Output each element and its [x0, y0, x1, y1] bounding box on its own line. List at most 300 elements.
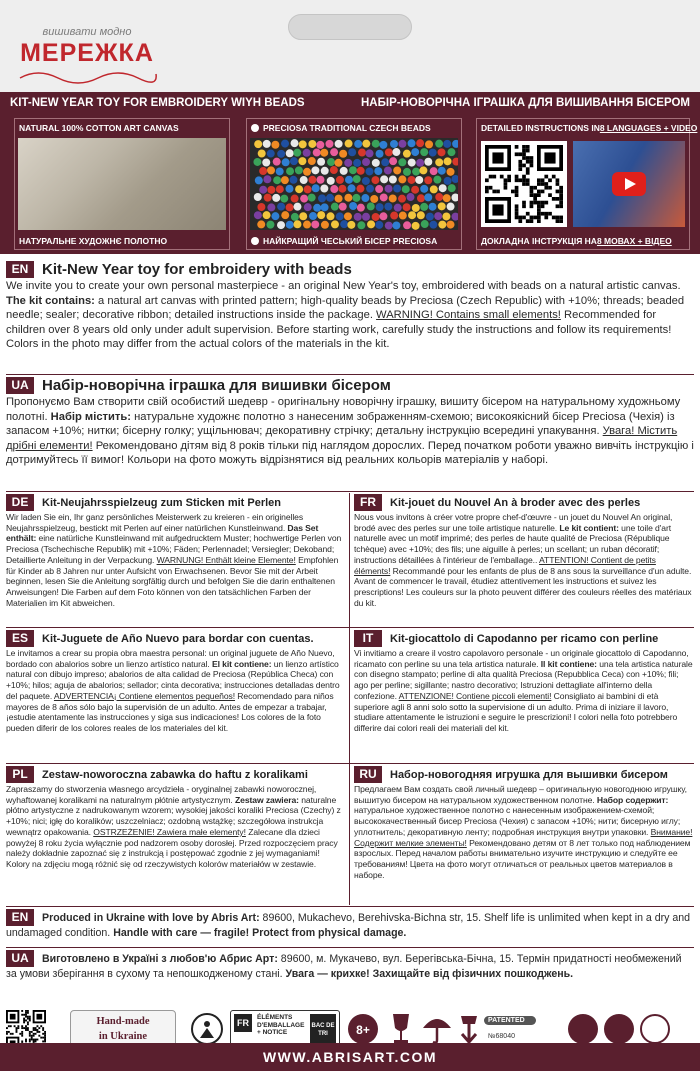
bead [403, 168, 411, 176]
bead [331, 203, 339, 211]
bead [280, 195, 288, 203]
bead [312, 184, 320, 192]
bead [398, 195, 406, 203]
bead [417, 211, 425, 219]
bead [286, 203, 294, 211]
bead [320, 185, 328, 193]
bead [277, 150, 285, 158]
bead [439, 184, 447, 192]
bead [393, 185, 401, 193]
bead [273, 158, 281, 166]
footer-ua: UA Виготовлено в Україні з любов'ю Абрис Арт: 89600, м. Мукачево, вул. Берегівська-Бічна, 15. Термін придатності необмежений за умови зберігання в сухому та непошкодженому стані. Увага — крихке! Захищайте від фізичних пошкоджень. [6, 951, 682, 980]
bead [408, 211, 416, 219]
bead [349, 166, 357, 174]
bead [321, 221, 329, 229]
bead [334, 159, 342, 167]
bead [340, 220, 348, 228]
bead [304, 185, 312, 193]
lang-code-fr: FR [354, 494, 382, 511]
section-ua-title: Набір-новорічна іграшка для вишивки бісером [42, 377, 391, 394]
bead [298, 157, 306, 165]
hang-hole [288, 14, 412, 40]
bead [411, 186, 419, 194]
bead [255, 176, 263, 184]
hanger-strip [0, 0, 700, 92]
bead [357, 221, 365, 229]
bead [347, 221, 355, 229]
bead [303, 168, 311, 176]
bead [348, 148, 356, 156]
bead [320, 149, 328, 157]
section-en-title: Kit-New Year toy for embroidery with beads [42, 261, 352, 278]
video-thumbnail[interactable] [573, 141, 685, 227]
bead [352, 194, 360, 202]
divider [6, 763, 694, 764]
bead [327, 158, 335, 166]
bead [412, 222, 420, 230]
bead [372, 159, 380, 167]
bead [254, 140, 262, 148]
bead [326, 194, 334, 202]
qr-code-icon[interactable] [481, 141, 567, 227]
bead [281, 211, 289, 219]
website-band [0, 1043, 700, 1071]
bead [318, 194, 326, 202]
bead [424, 193, 432, 201]
bead [267, 203, 275, 211]
bead [356, 185, 364, 193]
bead [424, 158, 432, 166]
bead [376, 150, 384, 158]
bead [433, 176, 441, 184]
bead [429, 203, 437, 211]
bead [402, 185, 410, 193]
bead [300, 176, 308, 184]
feature-beads [246, 118, 462, 250]
bead [381, 158, 389, 166]
bead [398, 175, 406, 183]
bead [385, 222, 393, 230]
certification-icon [604, 1014, 634, 1044]
bead [390, 212, 398, 220]
feature-instructions-caption-ua: ДОКЛАДНА ІНСТРУКЦІЯ НА 8 МОВАХ + ВІДЕО [477, 232, 689, 249]
bead [263, 175, 271, 183]
section-pl-title: Zestaw-noworoczna zabawka do haftu z koralikami [42, 768, 308, 781]
bead [286, 221, 294, 229]
section-de-body: Wir laden Sie ein, Ihr ganz persönliches Meisterwerk zu kreieren - ein originelles Neujahrsspielzeug, bestickt mit Perlen auf einer natürlichen Kunstleinwand. Das Set enthält: eine natürliche Kunstleinwand mit aufgedrucktem Muster; hochwertige Perlen von Preciosa (Tschechische Republik) mit +10%; Fäden; Perlennadel; Versiegler; Dekoband; Detaillierte Anleitung in der Verpackung. WARNUNG! Enthält kleine Elemente! Empfohlen für Kinder ab 8 Jahren nur unter Aufsicht von Erwachsenen. Bevor Sie mit der Arbeit beginnen, lesen Sie die Anleitung sorgfältig durch und befolgen Sie die darin enthaltenen Anweisungen! Die Farben auf dem Foto können von den tatsächlichen Farben der Materialien im Kit abweichen. [6, 512, 342, 608]
patent-badge: PATENTED №68040 [484, 1016, 554, 1046]
section-fr-title: Kit-jouet du Nouvel An à broder avec des perles [390, 496, 641, 509]
bead [379, 212, 387, 220]
handle-with-care-icon [456, 1012, 482, 1046]
bead [447, 148, 455, 156]
section-it [354, 629, 694, 761]
bead [444, 177, 452, 185]
preciosa-icon [251, 237, 259, 245]
bead [415, 176, 423, 184]
section-ru [354, 765, 694, 905]
bead [339, 203, 347, 211]
bead [429, 149, 437, 157]
svg-text:8+: 8+ [356, 1023, 370, 1037]
section-it-title: Kit-giocattolo di Capodanno per ricamo con perline [390, 632, 659, 645]
bead [412, 168, 420, 176]
bead [338, 185, 346, 193]
bead [336, 212, 344, 220]
bead [367, 220, 375, 228]
bead [366, 149, 374, 157]
divider [6, 627, 694, 628]
bead [321, 167, 329, 175]
bead [335, 195, 343, 203]
section-pl [6, 765, 344, 905]
bead [411, 148, 419, 156]
bead [257, 220, 265, 228]
bead [394, 204, 402, 212]
bead [403, 221, 411, 229]
bead [267, 166, 275, 174]
triman-recycling-icon: FR ÉLÉMENTS D'EMBALLAGE + NOTICE BAC DE TRI [230, 1010, 340, 1048]
bead [447, 203, 455, 211]
bead [345, 176, 353, 184]
bead [361, 194, 369, 202]
no-children-under-3-icon [346, 1012, 380, 1046]
bead [282, 158, 290, 166]
bead [438, 202, 446, 210]
bead [330, 166, 338, 174]
bead [390, 140, 398, 148]
feature-beads-caption-en: PRECIOSA TRADITIONAL CZECH BEADS [247, 119, 461, 136]
bead [362, 213, 370, 221]
bead [392, 148, 400, 156]
bead [330, 185, 338, 193]
bead [290, 157, 298, 165]
video-play-icon[interactable] [612, 172, 646, 196]
bead [344, 212, 352, 220]
bead [313, 149, 321, 157]
bead [379, 141, 387, 149]
bead [452, 158, 458, 166]
fragile-glass-icon [386, 1012, 416, 1046]
bead [326, 212, 334, 220]
bead [353, 175, 361, 183]
divider [6, 374, 694, 375]
feature-beads-caption-ua: НАЙКРАЩИЙ ЧЕСЬКИЙ БІСЕР PRECIOSA [247, 232, 461, 249]
bead [375, 185, 383, 193]
bead [293, 149, 301, 157]
bead [417, 194, 425, 202]
bead [452, 140, 458, 148]
lang-code-es: ES [6, 630, 34, 647]
bead [344, 159, 352, 167]
section-fr [354, 493, 694, 625]
bead [327, 177, 335, 185]
title-en: KIT-NEW YEAR TOY FOR EMBROIDERY WIYH BEADS [10, 97, 305, 109]
lang-code-en: EN [6, 909, 34, 926]
bead [293, 203, 301, 211]
bead [321, 203, 329, 211]
bead [295, 185, 303, 193]
bead [258, 149, 266, 157]
bead [416, 139, 424, 147]
bead [358, 149, 366, 157]
bead [429, 221, 437, 229]
bead [259, 167, 267, 175]
section-de [6, 493, 344, 625]
bead [344, 194, 352, 202]
bead [444, 157, 452, 165]
bead [264, 194, 272, 202]
bead [267, 150, 275, 158]
bead [273, 176, 281, 184]
bead [311, 220, 319, 228]
bead [313, 204, 321, 212]
lang-code-ru: RU [354, 766, 382, 783]
bead [385, 185, 393, 193]
beads-pattern [250, 138, 458, 230]
bead [354, 140, 362, 148]
bead [451, 213, 458, 221]
section-ua [6, 376, 694, 490]
bead [303, 149, 311, 157]
bead [304, 203, 312, 211]
bead [259, 186, 267, 194]
bead [362, 177, 370, 185]
bead [438, 221, 446, 229]
bead [262, 159, 270, 167]
hazard-small-parts-icon [190, 1012, 224, 1046]
bead [336, 176, 344, 184]
bead [291, 213, 299, 221]
bead [367, 202, 375, 210]
bead [426, 213, 434, 221]
bead [389, 175, 397, 183]
bead [299, 212, 307, 220]
lang-code-ua: UA [6, 377, 34, 394]
bead [271, 141, 279, 149]
column-divider [349, 493, 350, 905]
section-es-title: Kit-Juguete de Año Nuevo para bordar con cuentas. [42, 632, 314, 645]
bead [435, 158, 443, 166]
brand-logo [10, 22, 164, 92]
preciosa-icon [251, 124, 259, 132]
bead [330, 148, 338, 156]
bead [266, 221, 274, 229]
bead [380, 175, 388, 183]
bead [399, 212, 407, 220]
bead [380, 193, 388, 201]
bead [366, 185, 374, 193]
bead [253, 158, 261, 166]
bead [254, 211, 262, 219]
footer-en-lead: Produced in Ukraine with love by Abris Art: [42, 912, 260, 924]
divider [6, 906, 694, 907]
bead [371, 176, 379, 184]
bead [424, 176, 432, 184]
bead [434, 212, 442, 220]
bead [451, 194, 458, 202]
bead [281, 176, 289, 184]
bead [300, 195, 308, 203]
bead [447, 168, 455, 176]
bead [353, 159, 361, 167]
bead [295, 166, 303, 174]
bead [299, 140, 307, 148]
feature-canvas-caption-ua: НАТУРАЛЬНЕ ХУДОЖНЄ ПОЛОТНО [15, 232, 229, 249]
bead [257, 203, 265, 211]
bead [357, 167, 365, 175]
bead [276, 185, 284, 193]
bead [309, 212, 317, 220]
bead [308, 157, 316, 165]
bead [276, 167, 284, 175]
feature-band [0, 114, 700, 254]
bead [316, 141, 324, 149]
bead [308, 176, 316, 184]
bead [263, 140, 271, 148]
bead [349, 202, 357, 210]
bead [317, 176, 325, 184]
bead [277, 203, 285, 211]
bead [317, 211, 325, 219]
bead [357, 204, 365, 212]
brand-name: МЕРЕЖКА [20, 39, 154, 67]
bead [293, 220, 301, 228]
bead [308, 140, 316, 148]
section-en [6, 260, 694, 374]
bead [317, 158, 325, 166]
bead [438, 167, 446, 175]
feature-instructions-caption-en: DETAILED INSTRUCTIONS IN 8 LANGUAGES + VIDEO [477, 119, 689, 136]
qr-code [485, 145, 563, 223]
certification-icon [640, 1014, 670, 1044]
bead [447, 221, 455, 229]
bead [325, 140, 333, 148]
bead [272, 194, 280, 202]
bead [389, 194, 397, 202]
footer-ua-lead: Виготовлено в Україні з любов'ю Абрис Арт: [42, 953, 278, 965]
bead [335, 140, 343, 148]
bead [362, 140, 370, 148]
title-ua: НАБІР-НОВОРІЧНА ІГРАШКА ДЛЯ ВИШИВАННЯ БІСЕРОМ [361, 97, 690, 109]
bead [354, 213, 362, 221]
bead [286, 167, 294, 175]
handmade-badge: Hand-made in Ukraine [70, 1010, 176, 1048]
bead [362, 158, 370, 166]
bead [430, 185, 438, 193]
bead [286, 149, 294, 157]
bead [271, 212, 279, 220]
bead [443, 194, 451, 202]
brand-tagline: вишивати модно [42, 26, 132, 38]
bead [437, 148, 445, 156]
section-fr-body: Nous vous invitons à créer votre propre chef-d'œuvre - un jouet du Nouvel An original, brodé avec des perles sur une toile artistique naturelle. Le kit contient: une toile d'art naturelle avec un motif imprimé; des perles de haute qualité de Preciosa (République tchèque) avec +10%; des fils; une aiguille à perles; un scellant; un ruban décoratif; instructions détaillées à l'intérieur de l'emballage.. ATTENTION! Contient de petits éléments! Recommandé pour les enfants de plus de 8 ans sous la surveillance d'un adulte. Avant de commencer le travail, étudiez attentivement les instructions et suivez les prescriptions! Les couleurs sur la photo peuvent différer des couleurs réelles des matériaux du kit. [354, 512, 692, 608]
bead [385, 148, 393, 156]
bead [393, 166, 401, 174]
bead [375, 221, 383, 229]
bead [421, 220, 429, 228]
bead [374, 167, 382, 175]
bead [291, 195, 299, 203]
bead [308, 194, 316, 202]
bead [412, 204, 420, 212]
bead [384, 166, 392, 174]
beads-photo [250, 138, 458, 230]
title-band [0, 92, 700, 114]
section-en-body: We invite you to create your own personal masterpiece - an original New Year's toy, embroidered with beads on a natural artistic canvas. The kit contains: a natural art canvas with printed pattern; high-quality beads by Preciosa (Czech Republic) with +10%; threads; beaded needle; sealer; decorative ribbon; detailed instructions inside the package. WARNING! Contains small elements! Recommended for children over 8 years old only under adult supervision. Before starting work, carefully study the instructions and follow its requirements! Colors in the photo may differ from the actual colors of the materials in the kit. [6, 280, 685, 351]
section-es [6, 629, 344, 761]
compliance-icons [0, 1008, 700, 1042]
bead [339, 150, 347, 158]
bead [420, 185, 428, 193]
bead [267, 186, 275, 194]
section-it-body: Vi invitiamo a creare il vostro capolavoro personale - un originale giocattolo di Capodanno, ricamato con perline su una tela artistica naturale. Il kit contiene: una tela artistica naturale con disegno stampato; perline di alta qualità Preciosa (Repubblica Ceca) con +10%; fili; ago per perline; sigillante; nastro decorativo; Istruzioni dettagliate all'interno della confezione. ATTENZIONE! Contiene piccoli elementi! Consigliato ai bambini di età superiore agli 8 anni solo sotto la supervisione di un adulto. Prima di iniziare il lavoro, studiare attentamente le istruzioni e seguire le prescrizioni! I colori nella foto potrebbero differire dai colori reali dei materiali del kit. [354, 648, 693, 733]
thread-ornament-icon [18, 66, 158, 86]
bead [289, 176, 297, 184]
bead [348, 184, 356, 192]
bead [420, 203, 428, 211]
section-de-title: Kit-Neujahrsspielzeug zum Sticken mit Perlen [42, 496, 282, 509]
bead [419, 166, 427, 174]
bead [398, 140, 406, 148]
bead [442, 212, 450, 220]
bead [376, 203, 384, 211]
divider [6, 947, 694, 948]
section-ru-body: Предлагаем Вам создать свой личный шедевр – оригинальную новогоднюю игрушку, вышитую бисером на натуральном художественном полотне. Набор содержит: натуральное художественное полотно с нанесенным изображением-схемой; высококачественный бисер Preciosa (Чехия) с запасом +10%; нити; бисерную иглу; уплотнитель; декоративную ленту; подробная инструкция внутри упаковки. Внимание! Содержит мелкие элементы! Рекомендовано детям от 8 лет только под наблюдением взрослых. Перед началом работы внимательно изучите инструкцию и следуйте ее требованиям! Цвета на фото могут отличаться от реальных цветов материалов в наборе. [354, 784, 693, 880]
bead [384, 203, 392, 211]
bead [403, 203, 411, 211]
feature-canvas [14, 118, 230, 250]
bead [430, 167, 438, 175]
bead [281, 140, 289, 148]
section-ru-title: Набор-новогодняя игрушка для вышивки бисером [390, 768, 668, 781]
section-pl-body: Zapraszamy do stworzenia własnego arcydzieła - oryginalnej zabawki noworocznej, wyhaftowanej koralikami na naturalnym płótnie artystycznym. Zestaw zawiera: naturalne płótno artystyczne z nadrukowanym wzorem; wysokiej jakości koraliki Preciosa (Czechy) z +10%; nici; igłę do koralików; uszczelniacz; ozdobną wstążkę; szczegółowa instrukcja wewnątrz opakowania. OSTRZEŻENIE! Zawiera małe elementy! Zalecane dla dzieci powyżej 8 roku życia wyłącznie pod nadzorem osoby dorosłej. Przed rozpoczęciem pracy należy dokładnie zapoznać się z instrukcją i postępować zgodnie z jej wymaganiami! Kolory na zdjęciu mogą różnić się od rzeczywistych kolorów materiałów w zestawie. [6, 784, 341, 869]
canvas-photo [18, 138, 226, 230]
footer-en: EN Produced in Ukraine with love by Abris Art: 89600, Mukachevo, Berehivska-Bichna str, 15. Shelf life is unlimited when kept in a dry and undamaged condition. Handle with care — fragile! Protect from physical damage. [6, 910, 691, 939]
website-link[interactable]: WWW.ABRISART.COM [262, 1049, 438, 1065]
bead [291, 139, 299, 147]
bead [448, 184, 456, 192]
bead [389, 157, 397, 165]
certification-icon [568, 1014, 598, 1044]
bead [263, 211, 271, 219]
bead [365, 167, 373, 175]
lang-code-ua: UA [6, 950, 34, 967]
bead [370, 195, 378, 203]
feature-canvas-caption-en: NATURAL 100% COTTON ART CANVAS [15, 119, 229, 136]
keep-dry-umbrella-icon [420, 1012, 454, 1046]
feature-instructions [476, 118, 698, 250]
bead [303, 221, 311, 229]
lang-code-pl: PL [6, 766, 34, 783]
bead [340, 167, 348, 175]
bead [425, 140, 433, 148]
bead [443, 140, 451, 148]
bead [372, 140, 380, 148]
bead [331, 220, 339, 228]
bead [372, 213, 380, 221]
bead [403, 150, 411, 158]
bead [435, 193, 443, 201]
bead [435, 140, 443, 148]
bead [408, 176, 416, 184]
bead [277, 221, 285, 229]
bead [408, 139, 416, 147]
bead [311, 166, 319, 174]
bead [416, 159, 424, 167]
lang-code-de: DE [6, 494, 34, 511]
bead [408, 159, 416, 167]
